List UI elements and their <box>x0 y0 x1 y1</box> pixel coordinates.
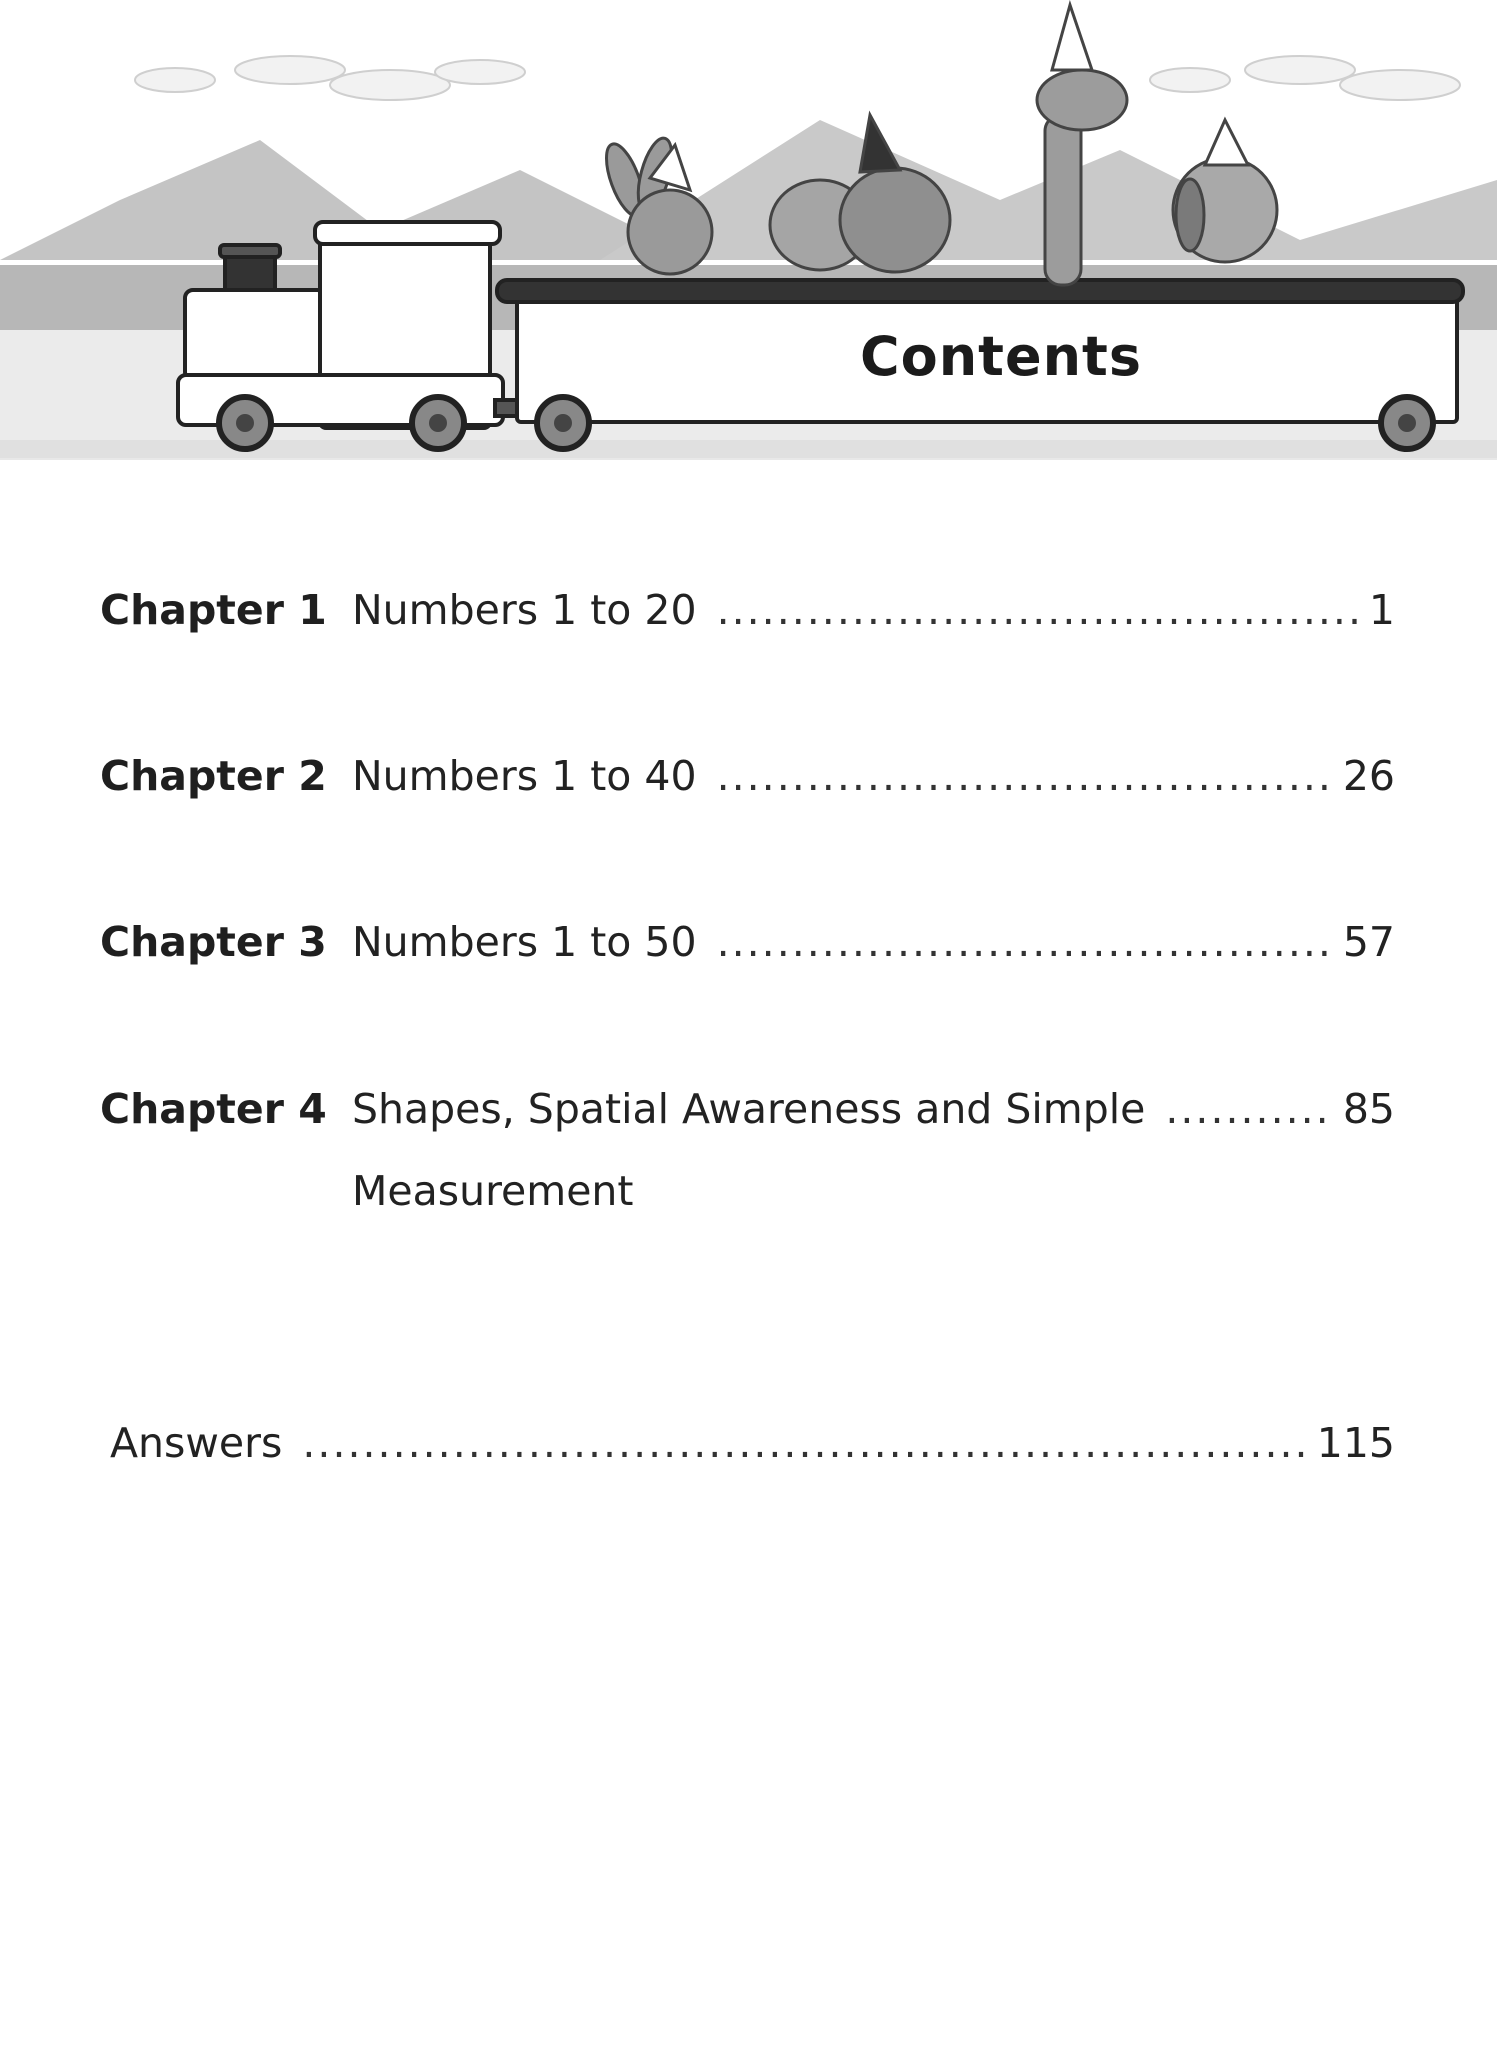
dot-leader <box>302 1423 1304 1464</box>
dot-leader <box>1165 1089 1330 1130</box>
page-number: 57 <box>1342 918 1395 966</box>
dot-leader <box>717 756 1331 797</box>
chapter-label: Chapter 3 <box>100 918 327 966</box>
chapter-title: Numbers 1 to 50 <box>352 918 697 966</box>
chapter-title: Numbers 1 to 20 <box>352 586 697 634</box>
page-number: 85 <box>1342 1085 1395 1133</box>
toc-entry-answers[interactable] <box>110 1419 1395 1467</box>
chapter-title: Shapes, Spatial Awareness and Simple <box>352 1085 1146 1133</box>
page-title: Contents <box>860 325 1143 388</box>
puppy-illustration <box>1173 120 1277 262</box>
page-number: 115 <box>1316 1419 1395 1467</box>
toc-entry[interactable] <box>100 918 1395 966</box>
page-number: 1 <box>1368 586 1395 634</box>
chapter-label: Chapter 1 <box>100 586 327 634</box>
header-banner <box>0 0 1497 460</box>
dot-leader <box>717 590 1357 631</box>
train-illustration <box>0 0 1497 460</box>
answers-title: Answers <box>110 1419 283 1467</box>
chapter-title-continued: Measurement <box>352 1167 634 1215</box>
chapter-title: Numbers 1 to 40 <box>352 752 697 800</box>
toc-entry[interactable] <box>100 752 1395 800</box>
toc-entry[interactable] <box>100 586 1395 634</box>
chapter-label: Chapter 4 <box>100 1085 327 1133</box>
clouds <box>135 56 1460 100</box>
chapter-label: Chapter 2 <box>100 752 327 800</box>
page-number: 26 <box>1342 752 1395 800</box>
train-engine <box>178 222 525 428</box>
dot-leader <box>717 922 1331 963</box>
toc-entry[interactable] <box>100 1085 1395 1133</box>
